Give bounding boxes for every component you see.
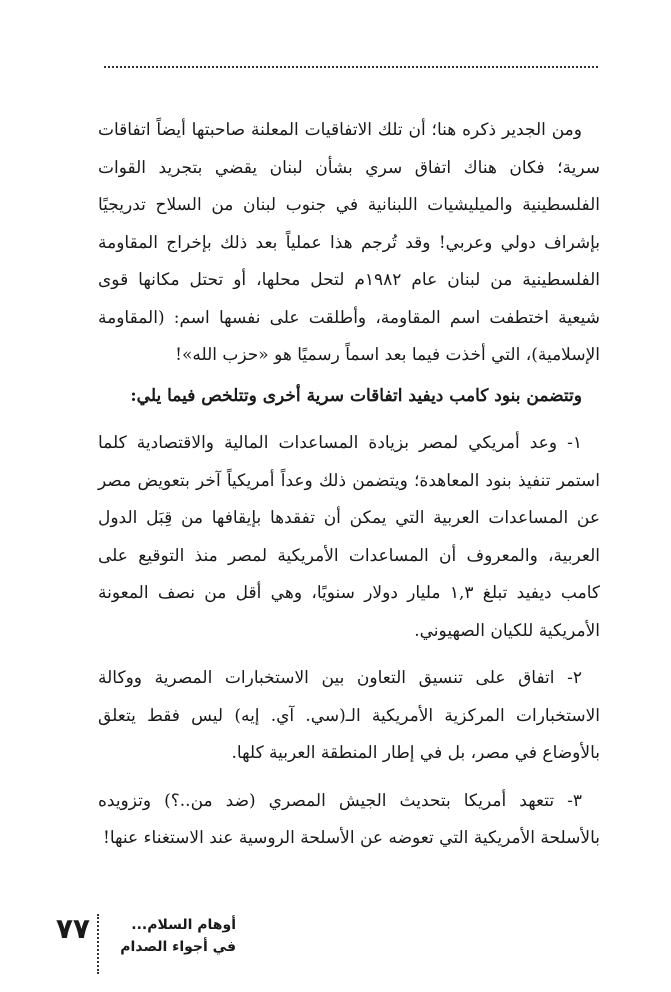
list-item-1: ١- وعد أمريكي لمصر بزيادة المساعدات المالية والاقتصادية كلما استمر تنفيذ بنود المعاهدة؛ ويتضمن ذلك وعداً أمريكياً آخر بتعويض مصر عن المساعدات العربية التي يمكن أن تفقدها بإيقافها من قِبَل الدول العربية، والمعروف أن المساعدات الأمريكية لمصر منذ التوقيع على كامب ديفيد تبلغ ١,٣ مليار دولار سنويًا، وهي أقل من نصف المعونة الأمريكية للكيان الصهيوني. <box>98 433 601 641</box>
list-item-2: ٢- اتفاق على تنسيق التعاون بين الاستخبارات المصرية ووكالة الاستخبارات المركزية الأمريكية الـ(سي. آي. إيه) ليس فقط يتعلق بالأوضاع في مصر، بل في إطار المنطقة العربية كلها. <box>98 668 600 763</box>
section-heading: وتتضمن بنود كامب ديفيد اتفاقات سرية أخرى وتتلخص فيما يلي: <box>130 385 582 406</box>
header-dotted-rule <box>104 66 598 68</box>
page-footer <box>40 912 236 982</box>
book-title-line-1: أوهام السلام... <box>131 917 236 933</box>
page-number: ٧٧ <box>55 912 90 945</box>
footer-dotted-separator <box>97 914 99 974</box>
page-body <box>98 112 600 868</box>
book-title-line-2: في أجواء الصدام <box>120 939 236 955</box>
list-item-3: ٣- تتعهد أمريكا بتحديث الجيش المصري (ضد من..؟) وتزويده بالأسلحة الأمريكية التي تعوضه عن الأسلحة الروسية عند الاستغناء عنها! <box>98 790 600 848</box>
running-book-title <box>106 914 236 958</box>
paragraph-intro: ومن الجدير ذكره هنا؛ أن تلك الاتفاقيات المعلنة صاحبتها أيضاً اتفاقات سرية؛ فكان هناك اتفاق سري بشأن لبنان يقضي بتجريد القوات الفلسطينية والميليشيات اللبنانية في جنوب لبنان من السلاح تدريجيًا بإشراف دولي وعربي! وقد تُرجم هذا عملياً بعد ذلك بإخراج المقاومة الفلسطينية من لبنان عام ١٩٨٢م لتحل محلها، أو تحتل مكانها قوى شيعية اختطفت اسم المقاومة، وأطلقت على نفسها اسم: (المقاومة الإسلامية)، التي أخذت فيما بعد اسماً رسميًا هو «حزب الله»! <box>98 120 601 365</box>
